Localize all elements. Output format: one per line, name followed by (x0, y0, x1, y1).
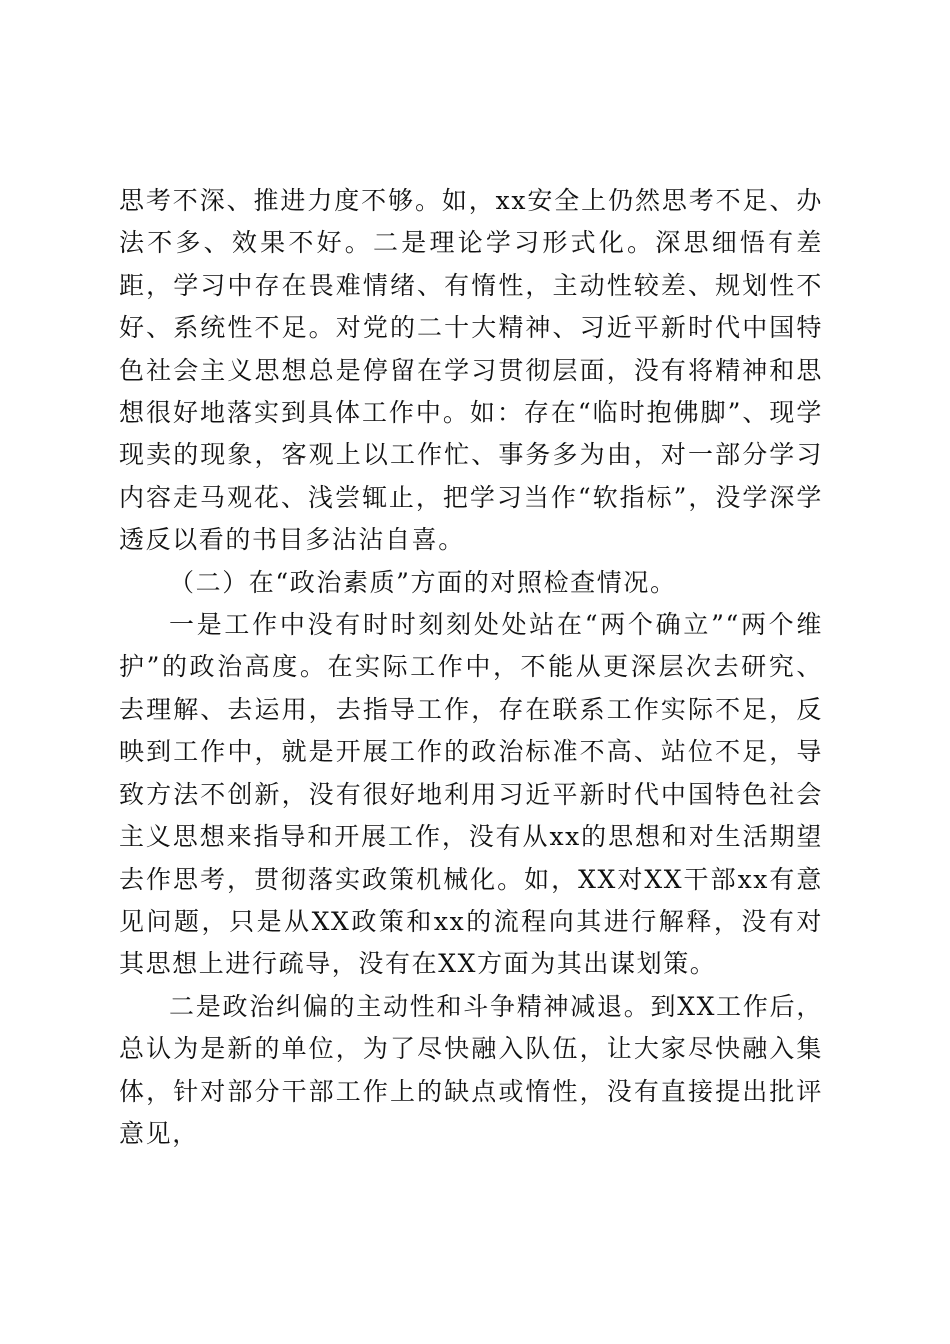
paragraph-point-one: 一是工作中没有时时刻刻处处站在“两个确立”“两个维护”的政治高度。在实际工作中，不能从更深层次去研究、去理解、去运用，去指导工作，存在联系工作实际不足，反映到工作中，就是开展工作的政治标准不高、站位不足，导致方法不创新，没有很好地利用习近平新时代中国特色社会主义思想来指导和开展工作，没有从xx的思想和对生活期望去作思考，贯彻落实政策机械化。如，XX对XX干部xx有意见问题，只是从XX政策和xx的流程向其进行解释，没有对其思想上进行疏导，没有在XX方面为其出谋划策。 (119, 610, 823, 979)
section-heading: （二）在“政治素质”方面的对照检查情况。 (169, 567, 677, 597)
paragraph-continuation: 思考不深、推进力度不够。如，xx安全上仍然思考不足、办法不多、效果不好。二是理论学习形式化。深思细悟有差距，学习中存在畏难情绪、有惰性，主动性较差、规划性不好、系统性不足。对党的二十大精神、习近平新时代中国特色社会主义思想总是停留在学习贯彻层面，没有将精神和思想很好地落实到具体工作中。如：存在“临时抱佛脚”、现学现卖的现象，客观上以工作忙、事务多为由，对一部分学习内容走马观花、浅尝辄止，把学习当作“软指标”，没学深学透反以看的书目多沾沾自喜。 (119, 186, 823, 555)
paragraph-point-two: 二是政治纠偏的主动性和斗争精神减退。到XX工作后，总认为是新的单位，为了尽快融入队伍，让大家尽快融入集体，针对部分干部工作上的缺点或惰性，没有直接提出批评意见， (119, 991, 823, 1148)
document-body (119, 180, 823, 1155)
